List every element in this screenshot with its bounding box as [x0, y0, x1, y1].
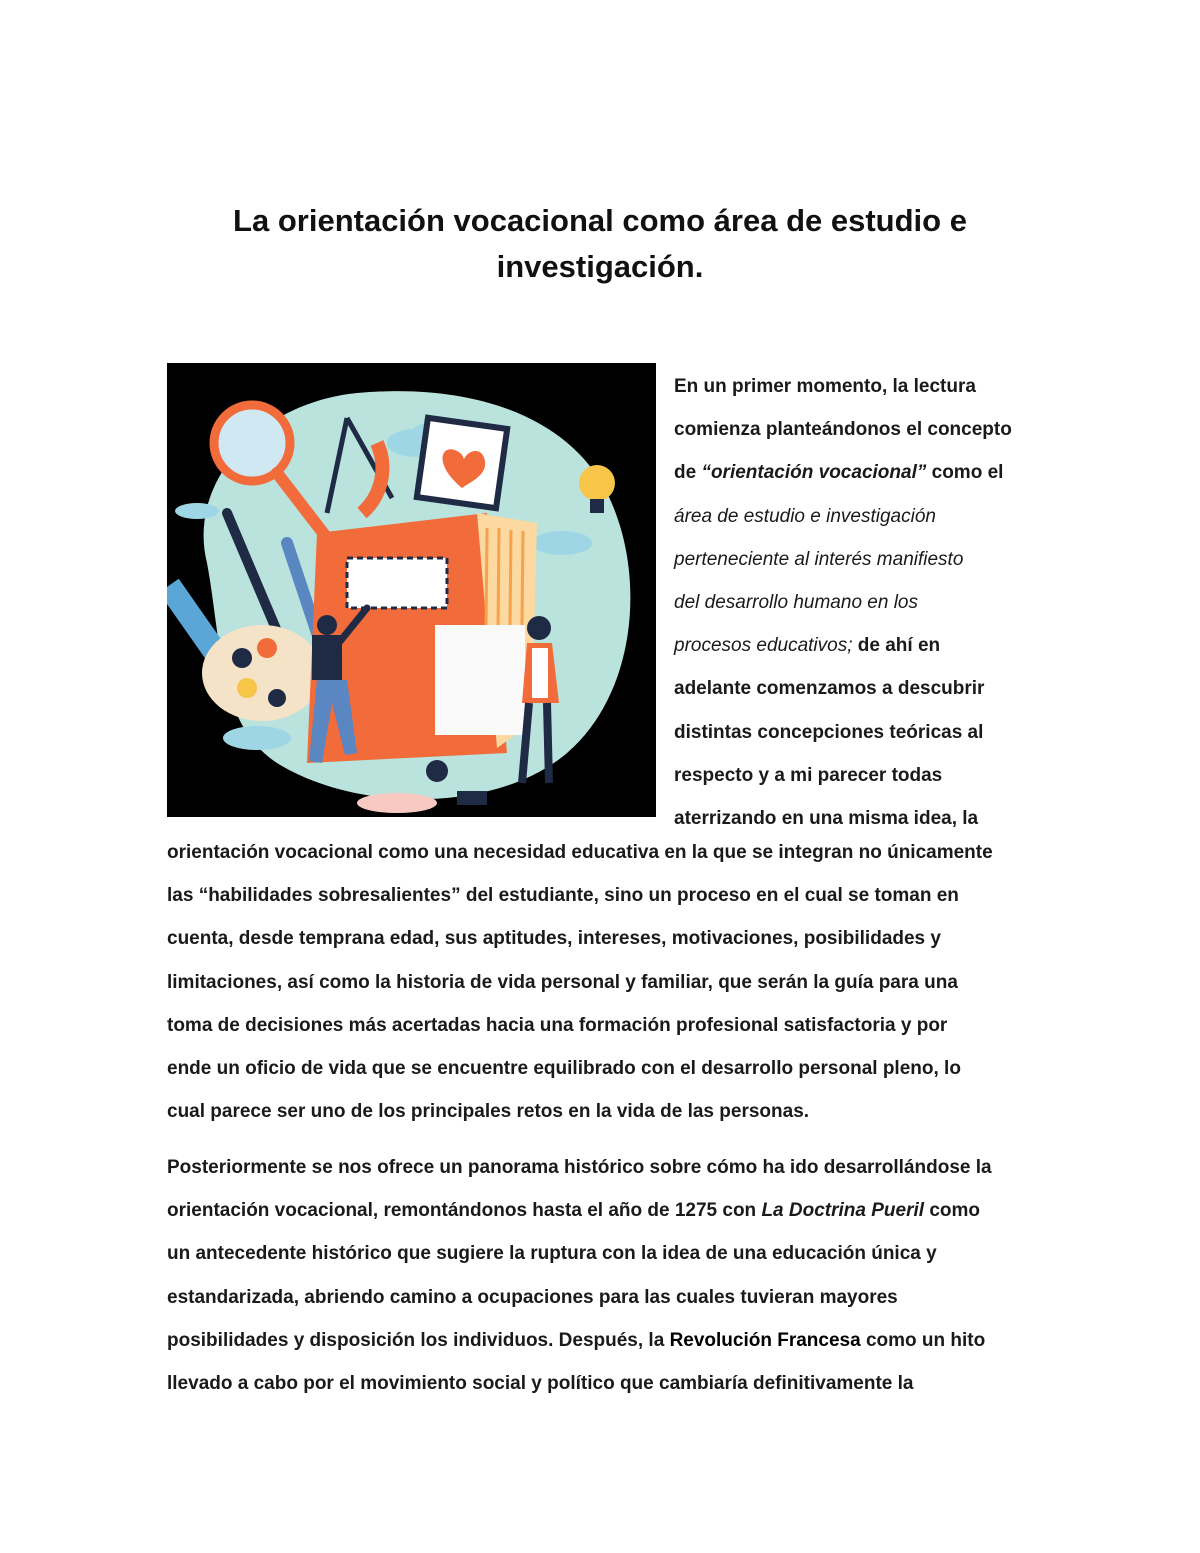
p1-line-3-suffix: como el	[926, 462, 1004, 484]
title-line-1: La orientación vocacional como área de estudio e	[233, 203, 967, 238]
p2-line-6: llevado a cabo por el movimiento social y político que cambiaría definitivamente la	[167, 1373, 914, 1395]
education-illustration	[167, 363, 656, 817]
p2-line-2-suffix: como	[924, 1200, 980, 1222]
title-line-2: investigación.	[496, 249, 704, 284]
education-illustration-icon	[167, 363, 656, 817]
p1-full-line-1: orientación vocacional como una necesidad educativa en la que se integran no únicamente	[167, 842, 993, 863]
p2-line-4: estandarizada, abriendo camino a ocupaciones para las cuales tuvieran mayores	[167, 1286, 898, 1308]
p1-full-line-4: limitaciones, así como la historia de vida personal y familiar, que serán la guía para una	[167, 971, 958, 993]
paragraph-2	[167, 1146, 1047, 1405]
p2-line-5-suffix: como un hito	[860, 1329, 986, 1351]
paragraph-1-intro	[674, 365, 1044, 840]
p2-line-5-prefix: posibilidades y disposición los individuos. Después, la	[167, 1329, 670, 1351]
p1-line-8: adelante comenzamos a descubrir	[674, 678, 985, 700]
p1-full-line-3: cuenta, desde temprana edad, sus aptitudes, intereses, motivaciones, posibilidades y	[167, 928, 941, 950]
p1-line-7-italic: procesos educativos;	[674, 635, 853, 657]
p1-line-1: En un primer momento, la lectura	[674, 376, 976, 397]
p1-full-line-7: cual parece ser uno de los principales retos en la vida de las personas.	[167, 1101, 810, 1123]
p1-line-7-suffix: de ahí en	[852, 635, 941, 657]
p2-line-2-prefix: orientación vocacional, remontándonos hasta el año de 1275 con	[167, 1200, 762, 1222]
page-title	[167, 198, 1033, 290]
p2-line-3: un antecedente histórico que sugiere la ruptura con la idea de una educación única y	[167, 1243, 937, 1265]
p1-line-11: aterrizando en una misma idea, la	[674, 808, 979, 830]
p2-book-title: La Doctrina Pueril	[761, 1200, 925, 1222]
p1-full-line-2: las “habilidades sobresalientes” del estudiante, sino un proceso en el cual se toman en	[167, 885, 959, 907]
p1-line-3-prefix: de	[674, 462, 702, 484]
p1-line-4: área de estudio e investigación	[674, 505, 936, 527]
p1-line-5: perteneciente al interés manifiesto	[674, 548, 964, 570]
p2-line-1: Posteriormente se nos ofrece un panorama histórico sobre cómo ha ido desarrollándose la	[167, 1157, 992, 1178]
p1-line-3-emphasis: “orientación vocacional”	[701, 462, 927, 484]
paragraph-1-continued	[167, 831, 1047, 1133]
p1-line-6: del desarrollo humano en los	[674, 592, 918, 614]
p1-line-2: comienza planteándonos el concepto	[674, 419, 1012, 441]
p1-line-9: distintas concepciones teóricas al	[674, 721, 984, 743]
p1-full-line-5: toma de decisiones más acertadas hacia una formación profesional satisfactoria y por	[167, 1014, 948, 1036]
p1-line-10: respecto y a mi parecer todas	[674, 764, 943, 786]
p2-highlight-term: Revolución Francesa	[669, 1329, 861, 1351]
p1-full-line-6: ende un oficio de vida que se encuentre equilibrado con el desarrollo personal pleno, lo	[167, 1058, 961, 1080]
